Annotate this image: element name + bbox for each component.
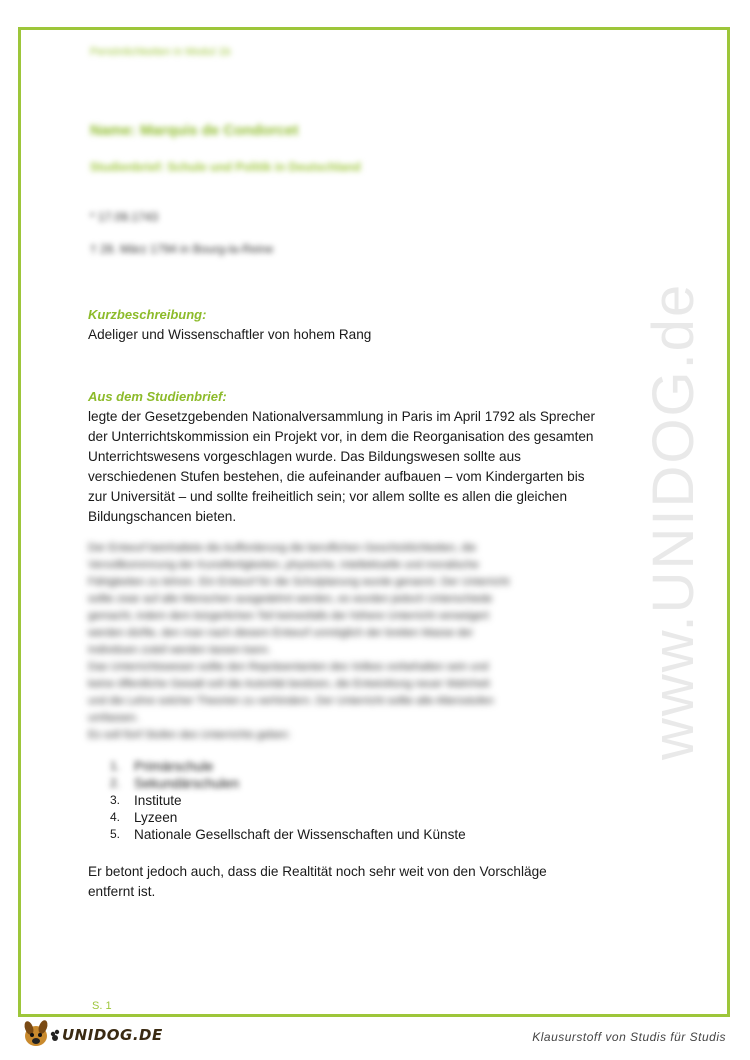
blurred-paragraph [88,540,663,744]
text-line: Das Unterrichtswesen sollte den Repräsentanten des Volkes vorbehalten sein und [88,661,489,673]
list-text: Sekundärschulen [134,776,240,791]
header-line: Persönlichkeiten in Modul 1b [90,46,231,58]
text-line: legte der Gesetzgebenden Nationalversammlung in Paris im April 1792 als Sprecher [88,409,596,424]
stufen-list [110,758,466,843]
list-item [110,809,466,826]
kurzbeschreibung-text: Adeliger und Wissenschaftler von hohem Rang [88,327,372,342]
text-line: Der Entwurf beinhaltete die Aufforderung die beruflichen Geschicklichkeiten, die [88,542,477,554]
closing-text [88,862,668,902]
death-date: † 28. März 1794 in Bourg-la-Reine [90,242,274,256]
text-line: gemacht, indem dem bürgerlichen Teil keinesfalls der höhere Unterricht verweigert [88,610,489,622]
list-number: 1. [110,759,121,773]
page-number: S. 1 [92,1000,112,1012]
text-line: entfernt ist. [88,884,156,899]
text-line: umfassen. [88,712,139,724]
text-line: Es soll fünf Stufen des Unterrichts geben: [88,729,291,741]
list-number: 4. [110,810,121,824]
text-line: und die Lehre solcher Theorien zu verhindern. Der Unterricht sollte alle Altersstufen [88,695,494,707]
list-number: 3. [110,793,121,807]
footer-text: Klausurstoff von Studis für Studis [532,1030,726,1044]
list-number: 5. [110,827,121,841]
text-line: der Unterrichtskommission ein Projekt vor, in dem die Reorganisation des gesamten [88,429,594,444]
text-line: Individuen zuteil werden lassen kann. [88,644,271,656]
text-line: Bildungschancen bieten. [88,509,237,524]
text-line: sollte zwar auf alle Menschen ausgedehnt werden, es wurden jedoch Unterschiede [88,593,493,605]
text-line: Er betont jedoch auch, dass die Realtität noch sehr weit von den Vorschläge [88,864,547,879]
text-line: zur Universität – und sollte freiheitlich sein; vor allem sollte es allen die gleichen [88,489,568,504]
text-line: verschiedenen Stufen bestehen, die aufeinander aufbauen – vom Kindergarten bis [88,469,585,484]
dog-icon [22,1018,62,1052]
birth-date: * 17.09.1743 [90,210,159,224]
list-item [110,775,466,792]
text-line: Unterrichtswesens vorgeschlagen wurde. Das Bildungswesen sollte aus [88,449,521,464]
list-text: Lyzeen [134,810,178,825]
list-text: Institute [134,793,182,808]
name-heading: Name: Marquis de Condorcet [90,122,299,139]
text-line: Fähigkeiten zu lehren. Ein Entwurf für die Schulplanung wurde genannt. Der Unterricht [88,576,510,588]
studienbrief-text [88,407,668,527]
watermark: www.UNIDOG.de [641,282,706,760]
kurzbeschreibung-label: Kurzbeschreibung: [88,307,207,322]
text-line: Vervollkommnung der Kunstfertigkeiten, physische, intellektuelle und moralische [88,559,479,571]
studienbrief-heading: Studienbrief: Schule und Politik in Deutschland [90,160,361,174]
list-item [110,792,466,809]
list-item [110,758,466,775]
text-line: werden dürfte, den man nach diesem Entwurf unmöglich der breiten Masse der [88,627,474,639]
list-text: Nationale Gesellschaft der Wissenschaften und Künste [134,827,466,842]
list-text: Primärschule [134,759,214,774]
list-number: 2. [110,776,121,790]
list-item [110,826,466,843]
text-line: keine öffentliche Gewalt soll die Autorität besitzen, die Entwicklung neuer Wahrheit [88,678,490,690]
studienbrief-label: Aus dem Studienbrief: [88,389,227,404]
unidog-logo[interactable] [22,1018,163,1052]
logo-text: UNIDOG.DE [62,1026,163,1044]
